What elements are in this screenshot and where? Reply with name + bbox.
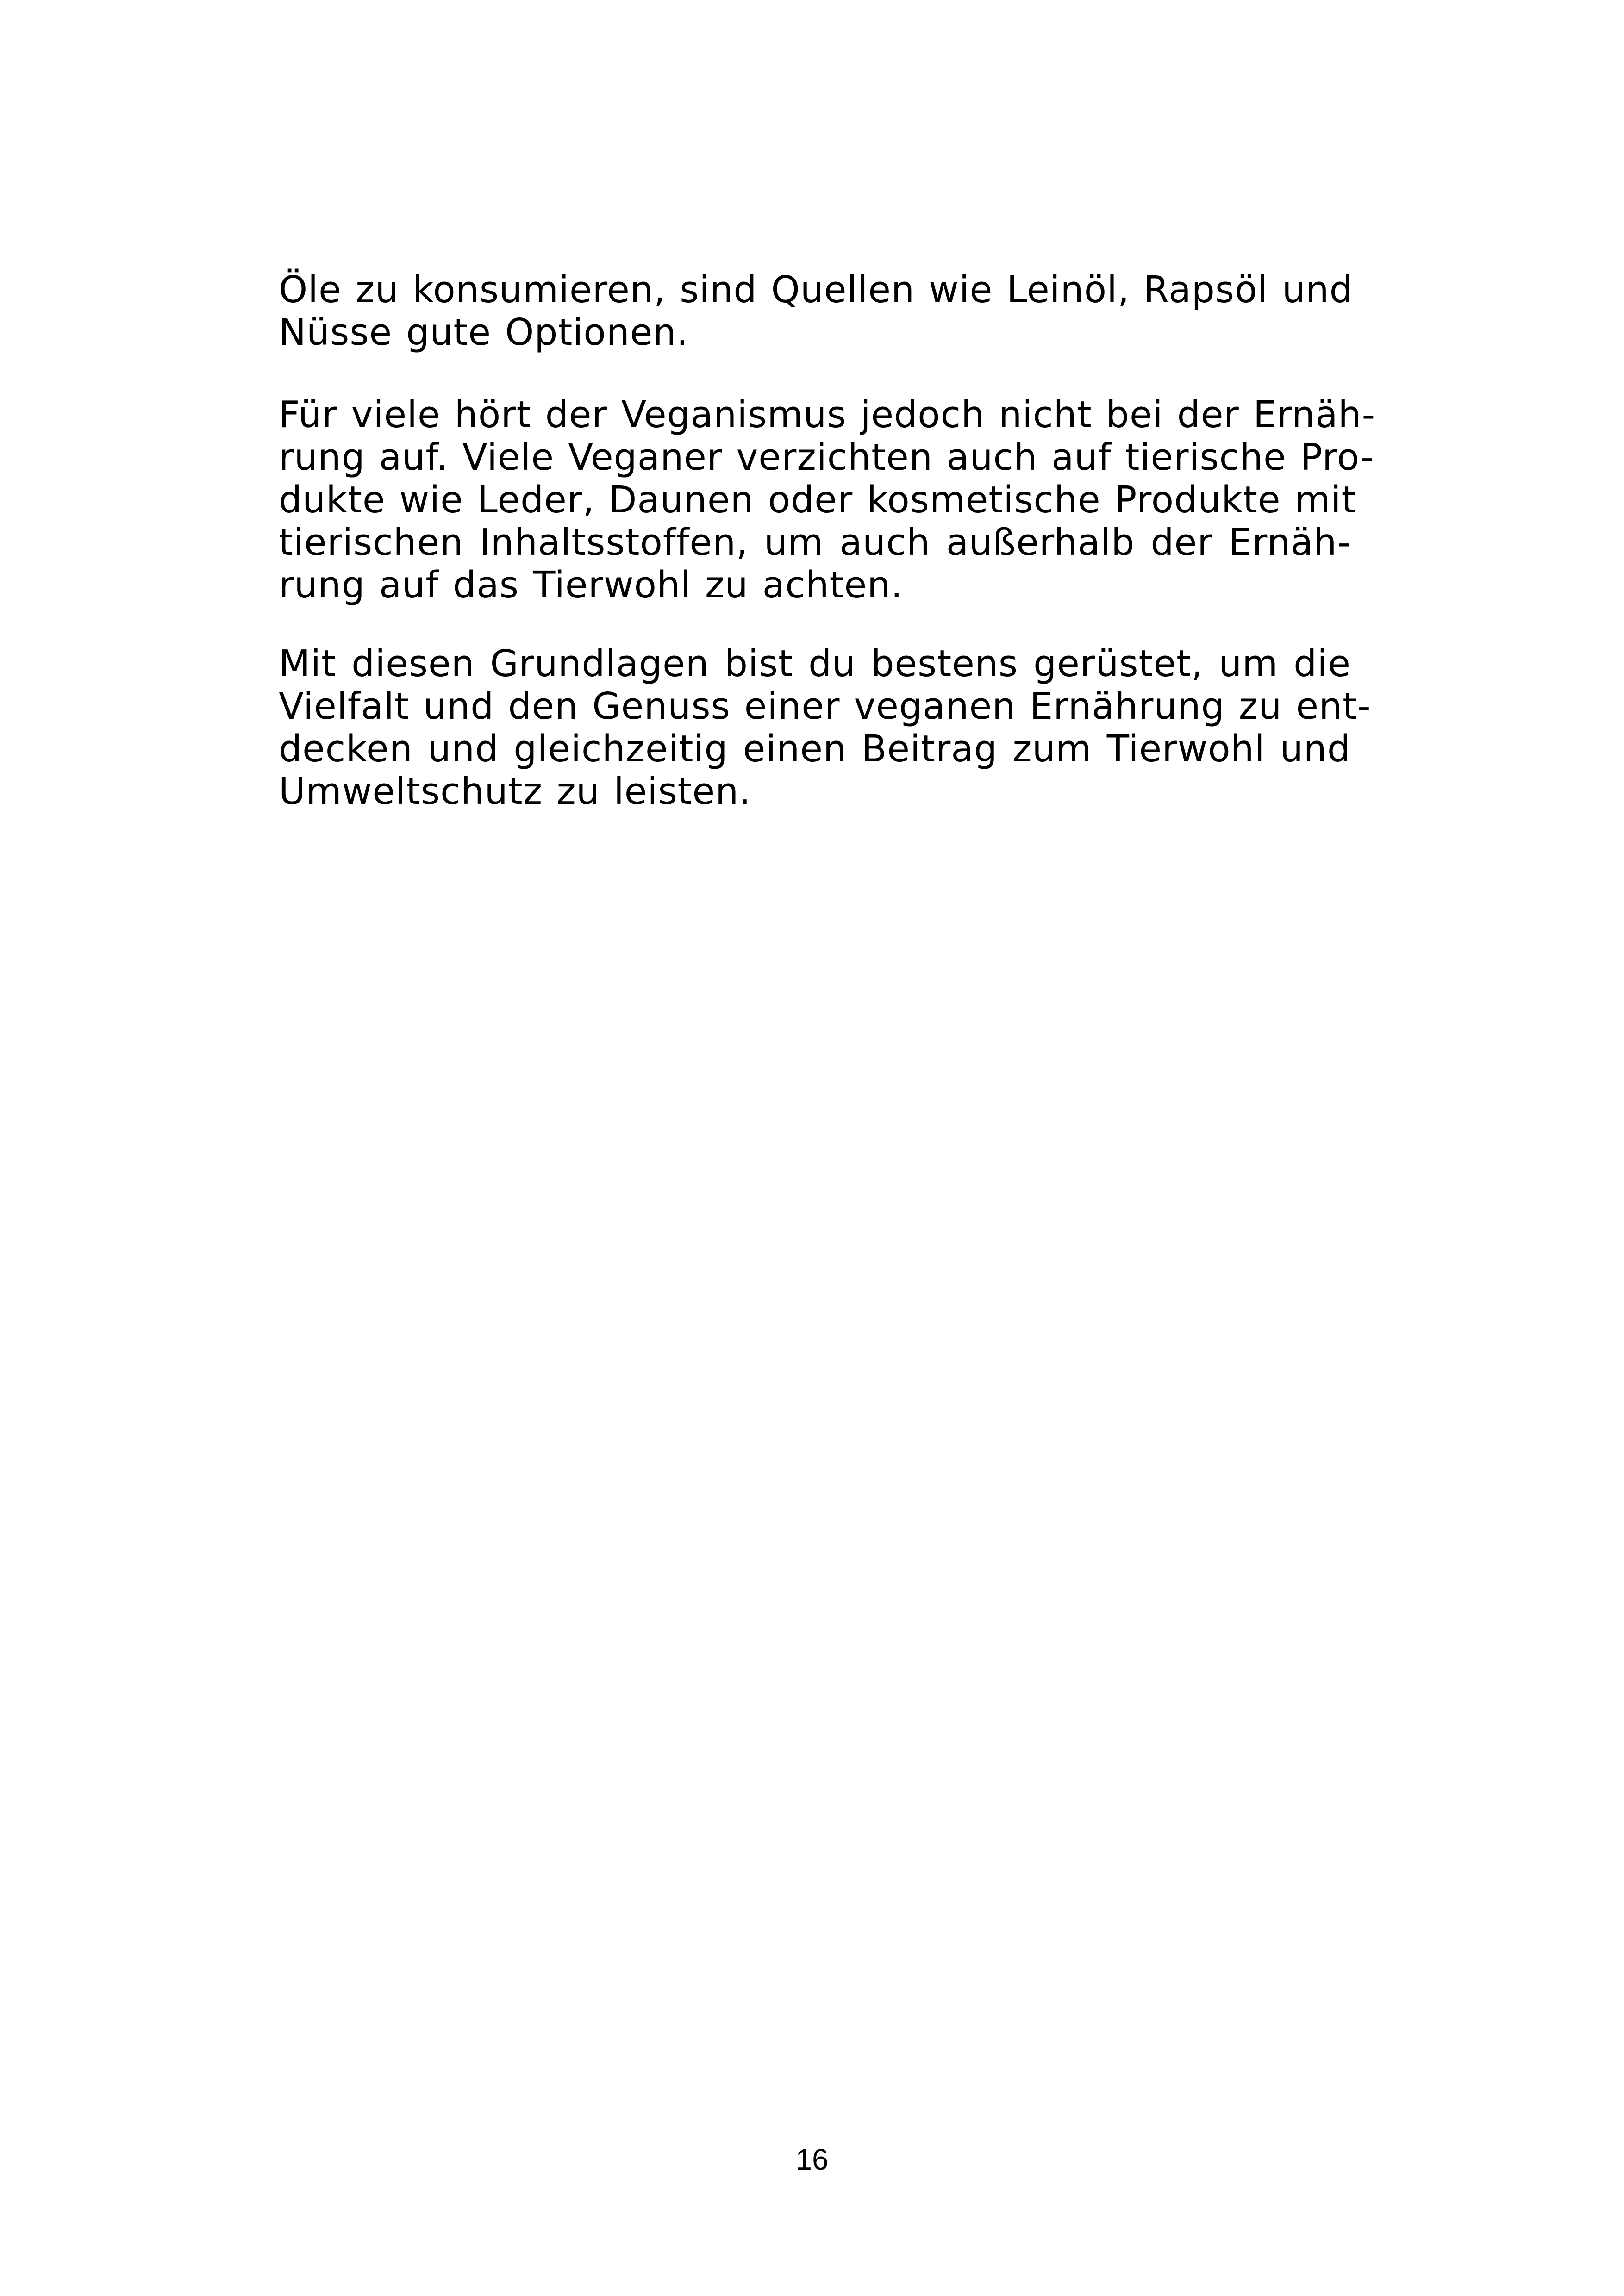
- paragraph-beyond-diet: [279, 393, 1376, 606]
- text-line: Vielfalt und den Genuss einer veganen Ernährung zu ent-: [279, 685, 1371, 728]
- paragraph-conclusion: [279, 642, 1371, 813]
- text-line: rung auf das Tierwohl zu achten.: [279, 564, 903, 606]
- page-number: 16: [795, 2143, 829, 2176]
- text-line: Mit diesen Grundlagen bist du bestens gerüstet, um die: [279, 642, 1351, 685]
- text-line: decken und gleichzeitig einen Beitrag zum Tierwohl und: [279, 728, 1351, 770]
- text-line: Nüsse gute Optionen.: [279, 311, 689, 354]
- text-line: rung auf. Viele Veganer verzichten auch auf tierische Pro-: [279, 436, 1374, 479]
- text-line: tierischen Inhaltsstoffen, um auch außerhalb der Ernäh-: [279, 521, 1351, 564]
- text-line: Öle zu konsumieren, sind Quellen wie Leinöl, Rapsöl und: [279, 268, 1353, 311]
- paragraph-oils: [279, 268, 1351, 354]
- text-line: Umweltschutz zu leisten.: [279, 770, 751, 813]
- text-line: Für viele hört der Veganismus jedoch nicht bei der Ernäh-: [279, 393, 1376, 436]
- text-line: dukte wie Leder, Daunen oder kosmetische Produkte mit: [279, 479, 1356, 521]
